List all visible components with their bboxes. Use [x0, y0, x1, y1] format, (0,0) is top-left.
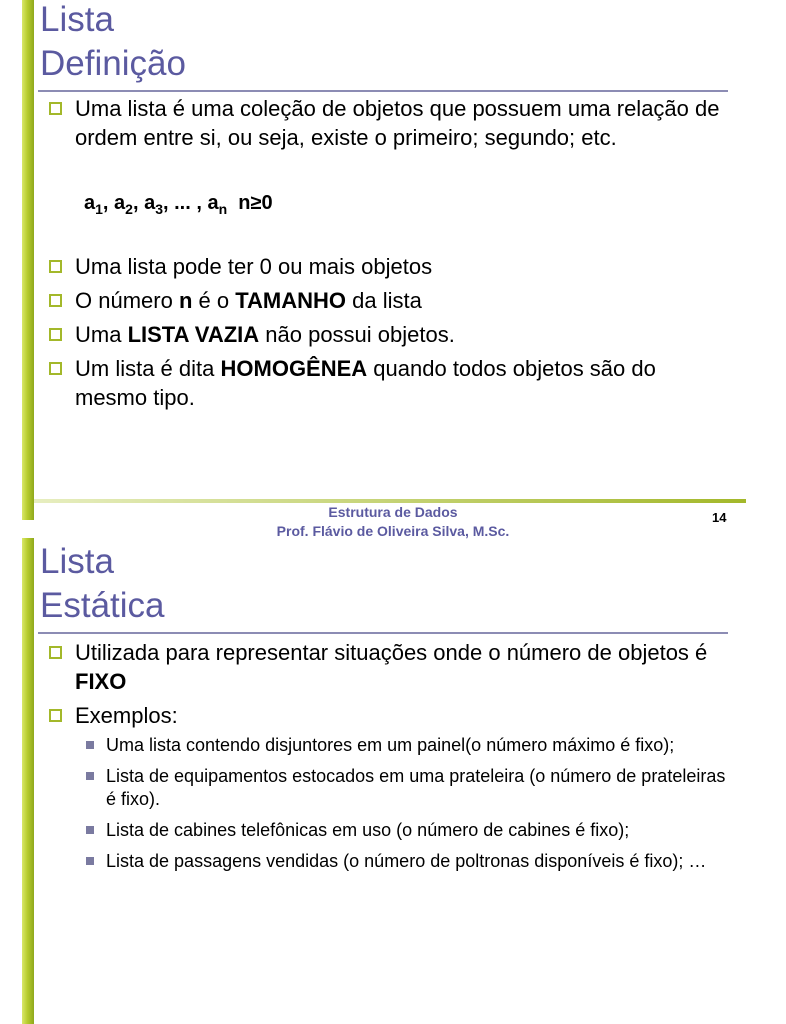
hollow-square-icon — [49, 102, 62, 115]
bullet-text: Utilizada para representar situações onde o número de objetos é — [75, 640, 708, 665]
filled-square-icon — [86, 826, 94, 834]
hollow-square-icon — [49, 646, 62, 659]
bullet-text: Uma — [75, 322, 128, 347]
slide-title — [40, 0, 186, 86]
hollow-square-icon — [49, 328, 62, 341]
formula-condition: n≥0 — [238, 192, 273, 214]
bullet-bold: n — [178, 288, 193, 313]
filled-square-icon — [86, 772, 94, 780]
slide-side-bar — [22, 0, 34, 520]
filled-square-icon — [86, 741, 94, 749]
title-rule — [38, 632, 728, 634]
example-text: Lista de cabines telefônicas em uso (o número de cabines é fixo); — [106, 820, 630, 840]
slide-title — [40, 540, 165, 628]
bullet-item — [48, 320, 728, 349]
bullet-text: Exemplos: — [75, 703, 178, 728]
page-number: 14 — [712, 510, 727, 525]
slide-footer — [0, 503, 786, 541]
bullet-bold: FIXO — [75, 669, 127, 694]
slide-side-bar — [22, 538, 34, 1024]
formula-subscript: 3 — [155, 201, 164, 217]
bullet-text: Um lista é dita — [75, 356, 221, 381]
bullet-bold: TAMANHO — [235, 288, 346, 313]
formula-term: , a — [132, 192, 156, 214]
formula-term: , a — [102, 192, 126, 214]
hollow-square-icon — [49, 294, 62, 307]
bullet-list — [48, 638, 728, 881]
bullet-text: O número — [75, 288, 179, 313]
hollow-square-icon — [49, 709, 62, 722]
example-item — [75, 734, 728, 757]
formula-term: a — [84, 192, 96, 214]
title-line-1: Lista — [40, 0, 114, 39]
bullet-item — [48, 286, 728, 315]
example-text: Lista de equipamentos estocados em uma prateleira (o número de prateleiras é fixo). — [106, 766, 726, 809]
bullet-item — [48, 354, 728, 412]
slide-estatica — [0, 538, 768, 1024]
title-rule — [38, 90, 728, 92]
bullet-bold: HOMOGÊNEA — [220, 356, 368, 381]
hollow-square-icon — [49, 260, 62, 273]
example-text: Lista de passagens vendidas (o número de poltronas disponíveis é fixo); … — [106, 851, 707, 871]
formula-subscript: 1 — [95, 201, 103, 217]
bullet-text: quando todos objetos são do mesmo tipo. — [75, 356, 656, 410]
formula-term: , ... , a — [163, 192, 219, 214]
bullet-text: não possui objetos. — [259, 322, 455, 347]
filled-square-icon — [86, 857, 94, 865]
examples-list — [75, 734, 728, 873]
bullet-list — [48, 94, 728, 157]
footer-course: Estrutura de Dados — [328, 504, 458, 520]
example-item — [75, 765, 728, 811]
bullet-item — [48, 701, 728, 873]
bullet-list — [48, 252, 728, 417]
bullet-item — [48, 252, 728, 281]
formula-subscript: 2 — [125, 201, 133, 217]
example-item — [75, 819, 728, 842]
bullet-text: Uma lista é uma coleção de objetos que possuem uma relação de ordem entre si, ou seja, existe o primeiro; segundo; etc. — [75, 96, 720, 150]
title-line-1: Lista — [40, 542, 114, 581]
formula-subscript: n — [218, 201, 228, 217]
bullet-item — [48, 94, 728, 152]
bullet-text: é o — [192, 288, 236, 313]
bullet-text: Uma lista pode ter 0 ou mais objetos — [75, 254, 433, 279]
footer-author: Prof. Flávio de Oliveira Silva, M.Sc. — [276, 523, 510, 539]
title-line-2: Definição — [40, 44, 186, 83]
title-line-2: Estática — [40, 586, 165, 625]
example-text: Uma lista contendo disjuntores em um painel(o número máximo é fixo); — [106, 735, 675, 755]
bullet-text: da lista — [346, 288, 422, 313]
bullet-item — [48, 638, 728, 696]
sequence-formula — [84, 192, 273, 217]
bullet-bold: LISTA VAZIA — [127, 322, 260, 347]
hollow-square-icon — [49, 362, 62, 375]
example-item — [75, 850, 728, 873]
